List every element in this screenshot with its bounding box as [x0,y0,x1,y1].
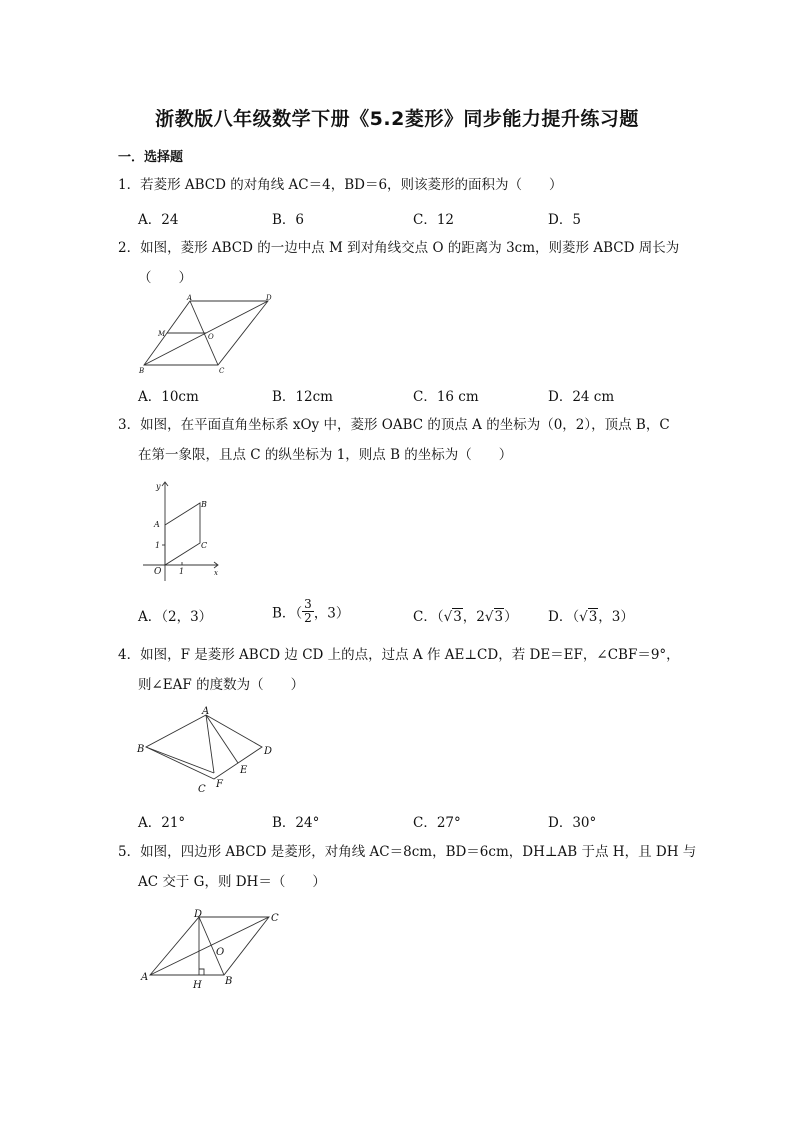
q3-label-1y: 1 [155,541,161,550]
q3-option-c-prefix: C．（ [413,609,444,625]
q2-label-a: A [187,294,193,302]
q2-label-m: M [158,330,166,338]
q4-label-e: E [240,765,248,776]
q2-option-a: A．10cm [138,389,199,405]
q3-option-c-radicand-2: 3 [494,609,504,625]
q3-option-c: C．（√3，2√3） [413,609,518,625]
question-1-text: 1．若菱形 ABCD 的对角线 AC＝4，BD＝6，则该菱形的面积为（ ） [118,177,563,193]
q3-label-a: A [154,520,160,529]
q4-label-b: B [137,744,145,755]
q3-label-x: x [214,569,218,577]
q4-rhombus-figure [134,703,280,795]
q3-label-y: y [156,482,161,491]
q3-label-1x: 1 [179,567,185,576]
q4-label-c: C [198,784,206,795]
q3-option-c-radicand-1: 3 [453,609,462,625]
q3-coordinate-figure [140,477,228,587]
q5-label-h: H [193,980,202,991]
q2-label-c: C [219,367,225,375]
q2-option-b: B．12cm [272,389,333,405]
q5-rhombus-figure [138,905,288,995]
q4-label-a: A [202,706,210,717]
q4-label-d: D [264,746,273,757]
q5-label-o: O [216,947,225,958]
q1-option-c: C．12 [413,212,455,228]
q3-option-b-suffix: ，3） [313,605,350,622]
q4-option-d: D．30° [548,815,597,831]
question-3-text: 3．如图，在平面直角坐标系 xOy 中，菱形 OABC 的顶点 A 的坐标为（0，2），顶点 B，C [118,417,670,433]
q5-label-a: A [141,972,149,983]
q4-option-b: B．24° [272,815,320,831]
question-2-text-cont: （ ） [138,270,192,286]
q5-label-b: B [225,976,233,987]
q3-option-c-suffix: ） [504,609,518,625]
q3-option-d-prefix: D．（ [548,609,580,625]
question-2-text: 2．如图，菱形 ABCD 的一边中点 M 到对角线交点 O 的距离为 3cm，则菱形 ABCD 周长为 [118,240,680,256]
q2-label-d: D [266,294,272,302]
q3-label-o: O [154,567,162,577]
question-5-text: 5．如图，四边形 ABCD 是菱形，对角线 AC＝8cm，BD＝6cm，DH⊥AB 于点 H，且 DH 与 [118,844,697,860]
q4-option-c: C．27° [413,815,461,831]
q5-label-c: C [271,913,279,924]
page-title: 浙教版八年级数学下册《5.2菱形》同步能力提升练习题 [155,108,639,130]
q4-option-a: A．21° [138,815,186,831]
q2-option-d: D．24 cm [548,389,615,405]
q3-option-b-prefix: B．（ [272,605,303,622]
q2-label-o: O [208,333,214,341]
section-heading: 一．选择题 [118,150,184,165]
question-5-text-cont: AC 交于 G，则 DH＝（ ） [138,874,326,890]
q2-rhombus-figure [136,293,276,375]
q3-option-d-radicand: 3 [588,609,598,625]
fraction-numerator: 3 [304,597,312,611]
q2-label-b: B [139,367,145,375]
fraction-denominator: 2 [304,611,312,625]
q1-option-a: A．24 [138,212,179,228]
q3-option-b-fraction [302,598,314,625]
q2-option-c: C．16 cm [413,389,479,405]
q3-option-d-suffix: ，3） [598,609,634,625]
question-4-text: 4．如图，F 是菱形 ABCD 边 CD 上的点，过点 A 作 AE⊥CD，若 DE＝EF，∠CBF＝9°， [118,647,680,663]
q1-option-d: D．5 [548,212,581,228]
q3-label-b: B [201,500,207,509]
question-3-text-cont: 在第一象限，且点 C 的纵坐标为 1，则点 B 的坐标为（ ） [138,447,513,463]
q3-option-c-middle: ，2 [462,609,485,625]
q3-option-a: A．（2，3） [138,609,213,625]
question-4-text-cont: 则∠EAF 的度数为（ ） [138,677,305,693]
q1-option-b: B．6 [272,212,305,228]
q3-label-c: C [201,541,208,550]
q4-label-f: F [216,779,223,790]
q3-option-b [272,598,349,625]
q5-label-d: D [194,909,203,920]
q3-option-d: D．（√3，3） [548,609,634,625]
